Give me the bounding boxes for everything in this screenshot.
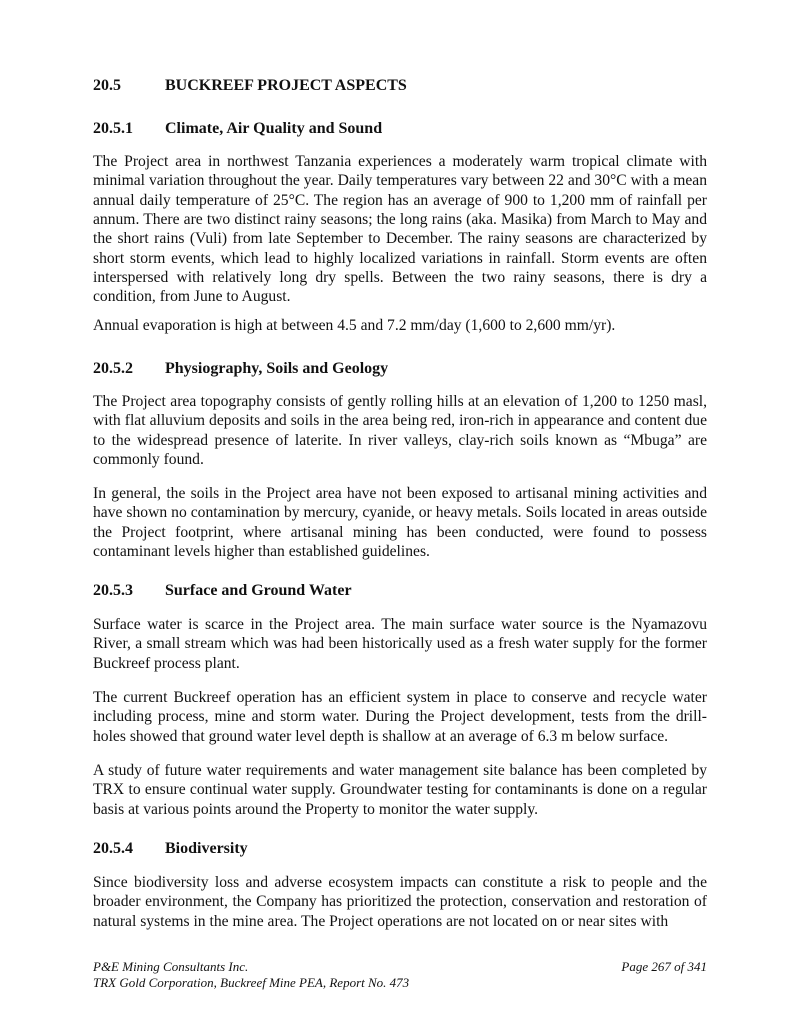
section-number: 20.5.4 <box>93 840 133 857</box>
section-title: Physiography, Soils and Geology <box>165 360 389 377</box>
paragraph: Annual evaporation is high at between 4.5 and 7.2 mm/day (1,600 to 2,600 mm/yr). <box>93 317 616 334</box>
footer-report: TRX Gold Corporation, Buckreef Mine PEA, Report No. 473 <box>93 975 410 990</box>
section-heading <box>93 581 352 600</box>
paragraph: The Project area topography consists of gently rolling hills at an elevation of 1,200 to 1250 masl, with flat alluvium deposits and soils in the area being red, iron-rich in appearance and content due to the widespread presence of laterite. In river valleys, clay-rich soils known as “Mbuga” are commonly found. <box>93 393 707 469</box>
section-heading <box>93 76 407 95</box>
section-heading <box>93 119 382 138</box>
section-title: Surface and Ground Water <box>165 582 352 599</box>
section-number: 20.5 <box>93 77 121 94</box>
section-number: 20.5.2 <box>93 360 133 377</box>
section-heading <box>93 839 248 858</box>
footer-company: P&E Mining Consultants Inc. <box>93 959 249 974</box>
paragraph: Since biodiversity loss and adverse ecosystem impacts can constitute a risk to people and the broader environment, the Company has prioritized the protection, conservation and restoration of natural systems in the mine area. The Project operations are not located on or near sites with <box>93 874 707 930</box>
paragraph: A study of future water requirements and water management site balance has been completed by TRX to ensure continual water supply. Groundwater testing for contaminants is done on a regular basis at various points around the Property to monitor the water supply. <box>93 762 707 818</box>
section-title: Climate, Air Quality and Sound <box>165 120 383 137</box>
paragraph: The Project area in northwest Tanzania experiences a moderately warm tropical climate with minimal variation throughout the year. Daily temperatures vary between 22 and 30°C with a mean annual daily temperature of 25°C. The region has an average of 900 to 1,200 mm of rainfall per annum. There are two distinct rainy seasons; the long rains (aka. Masika) from March to May and the short rains (Vuli) from late September to December. The rainy seasons are characterized by short storm events, which lead to highly localized variations in rainfall. Storm events are often interspersed with relatively long dry spells. Between the two rainy seasons, there is dry a condition, from June to August. <box>93 153 707 306</box>
paragraph: Surface water is scarce in the Project area. The main surface water source is the Nyamazovu River, a small stream which was had been historically used as a fresh water supply for the former Buckreef process plant. <box>93 616 707 672</box>
paragraph: The current Buckreef operation has an efficient system in place to conserve and recycle water including process, mine and storm water. During the Project development, tests from the drill-holes showed that ground water level depth is shallow at an average of 6.3 m below surface. <box>93 689 707 745</box>
paragraph: In general, the soils in the Project area have not been exposed to artisanal mining activities and have shown no contamination by mercury, cyanide, or heavy metals. Soils located in areas outside the Project footprint, where artisanal mining has been conducted, were found to possess contaminant levels higher than established guidelines. <box>93 485 707 561</box>
footer-page-number: Page 267 of 341 <box>621 959 707 974</box>
section-number: 20.5.1 <box>93 120 133 137</box>
section-number: 20.5.3 <box>93 582 133 599</box>
section-title: Biodiversity <box>165 840 248 857</box>
section-heading <box>93 359 388 378</box>
section-title: BUCKREEF PROJECT ASPECTS <box>165 77 407 94</box>
